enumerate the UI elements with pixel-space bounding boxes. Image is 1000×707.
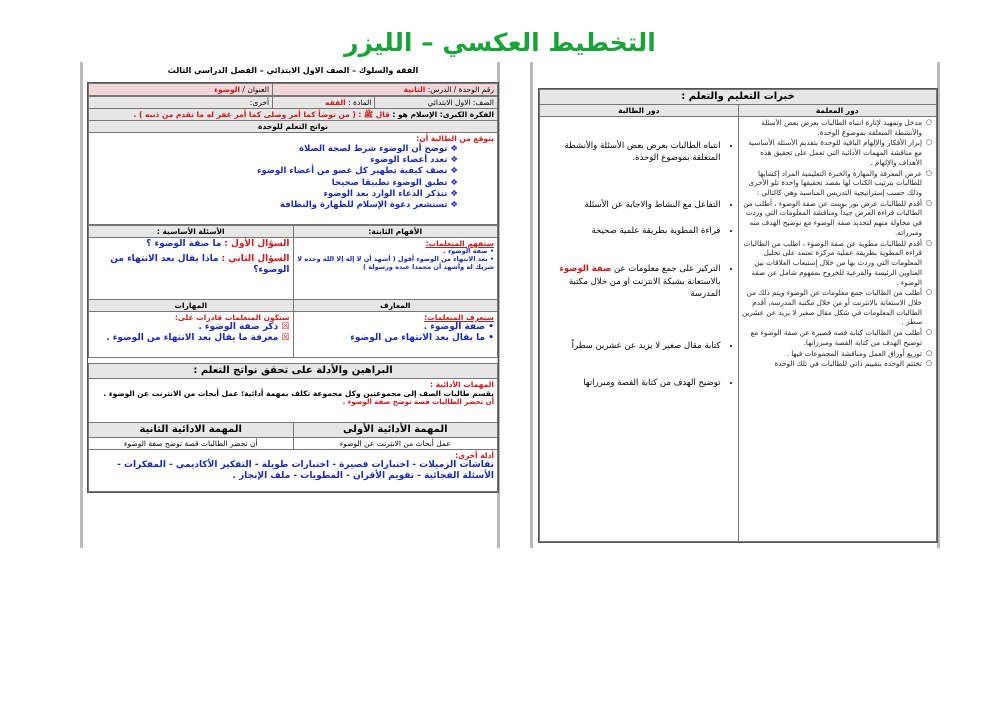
page-title: التخطيط العكسي – الليزر — [344, 28, 656, 57]
other-label: أخرى: — [249, 98, 270, 107]
plan-heading: الفقه والسلوك – الصف الاول الابتدائي – الفصل الدراسي الثالث — [167, 66, 419, 75]
teacher-role-list — [742, 118, 934, 369]
understand-item: • بعد الانتهاء من الوضوء أقول ( أشهد أن لا إله إلا الله وحده لا شريك له وأشهد أن محمدا عبده ورسوله ) — [297, 254, 494, 271]
outcome-item: ❖ تستشعر دعوة الإسلام للطهارة والنظافة — [92, 200, 458, 210]
subject-label: المادة : — [348, 98, 372, 107]
understand-intro: ستفهم المتعلمات: — [425, 239, 494, 248]
question-2-text: ماذا يقال بعد الانتهاء من الوضوء؟ — [110, 253, 290, 275]
teacher-item: ○ أطلب من الطالبات كتابة قصة قصيرة عن صفة الوضوء مع توضيح الهدف من كتابة القصة ومبرراتها. — [742, 328, 923, 347]
grade-label: الصف: — [472, 98, 494, 107]
outcome-item: ❖ توضح أن الوضوء شرط لصحة الصلاة — [92, 144, 458, 154]
tasks-label: المهمات الأدائية : — [430, 380, 494, 389]
unit-label: رقم الوحدة / الدرس: — [427, 85, 494, 94]
teacher-item: ○ إبراز الأفكار والإلهام الباقية للوحدة بتقديم الأسئلة الأساسية مع مناقشة المهمات الأدائية التي تعمل على تحقيق هذه الأهداف والإلهام . — [742, 138, 923, 167]
task-2-text: أن تحضر الطالبات قصة توضح صفة الوضوء — [89, 438, 294, 450]
teacher-role-header: دور المعلمة — [738, 105, 937, 117]
plan-table — [87, 82, 499, 493]
question-1-text: ما صفة الوضوء ؟ — [146, 239, 222, 249]
grade-value: الاول الابتدائي — [427, 98, 471, 107]
knowledge-header: المعارف — [293, 300, 498, 312]
student-item: • التفاعل مع النشاط والاجابة عن الأسئلة — [543, 199, 721, 211]
task-2-header: المهمة الادائية الثانية — [89, 423, 294, 438]
understandings-header: الأفهام الثابتة: — [293, 226, 498, 238]
outcomes-header: نواتج التعلم للوحدة — [89, 121, 498, 133]
highlight-text: صفة الوضوء — [559, 264, 612, 275]
teacher-item: ○ أطلب من الطالبات جمع معلومات عن الوضوء ويتم ذلك من خلال الاستعانة بالانترنت أو من خلال مكتبة المدرسة، أقدم الطالبات المعلومات في شكل مقال صغير لا يزيد عن عشرين سطر . — [742, 288, 923, 327]
other-evidence-label: أدلة أخرى: — [455, 451, 494, 460]
questions-header: الأسئلة الأساسية : — [89, 226, 294, 238]
understand-item: • صفة الوضوء . — [443, 247, 494, 255]
outcome-item: ❖ تصف كيفية تطهير كل عضو من أعضاء الوضوء — [92, 166, 458, 176]
experiences-header: خبرات التعليم والتعلم : — [540, 90, 937, 105]
outcome-item: ❖ تعدد أعضاء الوضوء — [92, 155, 458, 165]
task-1-text: عمل أبحاث من الانترنت عن الوضوء — [293, 438, 498, 450]
outcome-item: ❖ تتذكر الدعاء الوارد بعد الوضوء — [92, 189, 458, 199]
subject-value: الفقه — [325, 98, 346, 107]
other-evidence-text: نقاشات الزميلات - اختبارات قصيرة - اختبارات طويلة - التفكير الأكاديمي - المفكرات - الأسئلة الفجائية - تقويم الأقران - المطويات - ملف الإنجاز . — [117, 460, 494, 481]
teacher-item: ○ أقدم للطالبات عرض بور بوينت عن صفة الوضوء ، أطلب من الطالبات قراءة العرض جيداً ومناقشة المعلومات التي وردت في محاولة منهم لتحديد صفة الوضوء مع توضيح الهدف منه ومبرراته. — [742, 199, 923, 238]
student-role-header: دور الطالبة — [540, 105, 739, 117]
knowledge-intro: ستعرف المتعلمات: — [424, 313, 494, 322]
question-2-label: السؤال الثاني : — [221, 253, 290, 264]
teacher-item: ○ عرض المعرفة والمهارة والخبرة التعليمية المراد إكسابها للطالبات بترتيب الكتاب لها بقصد تحقيقها واحدة تلو الأخرى وذلك حسب إستراتيجية التدريس المناسبة وهي كالتالي : — [742, 169, 923, 198]
student-item: • انتباه الطالبات بعرض بعض الأسئلة والأنشطة المتعلقة بموضوع الوحدة. — [543, 140, 721, 165]
student-item: • قراءة المطوية بطريقة علمية صحيحة — [543, 225, 721, 237]
student-item: • كتابة مقال صغير لا يزيد عن عشرين سطراً — [543, 340, 721, 352]
question-1-label: السؤال الأول : — [224, 239, 290, 249]
left-page — [80, 62, 500, 548]
teacher-item: ○ تختتم الوحدة بتقييم ذاتي للطالبات في تلك الوحدة — [742, 359, 923, 369]
outcome-item: ❖ تطبق الوضوء تطبيقا صحيحا — [92, 178, 458, 188]
knowledge-item: • ما يقال بعد الانتهاء من الوضوء — [350, 332, 494, 343]
outcomes-list — [92, 144, 494, 210]
big-idea-label: الفكرة الكبرى: الإسلام هو : — [392, 110, 494, 119]
unit-value: الثانية — [403, 85, 426, 94]
teacher-item: ○ أقدم للطالبات مطوية عن صفة الوضوء ، اطلب من الطالبات قراءة المطوية بطريقة عملية مركزة تعتمد على تحليل المعلومات التي وردت بها من خلال إستيعاب العلاقات بين العناوين الرئيسة والفرعية للخروج بمفهوم شامل عن صفة الوضوء . — [742, 239, 923, 288]
skills-header: المهارات — [89, 300, 294, 312]
teacher-item: ○ مدخل وتمهيد لإثارة انتباه الطالبات بعرض بعض الأسئلة والأنشطة المتعلقة بموضوع الوحدة. — [742, 118, 923, 137]
experiences-table — [538, 88, 938, 543]
right-page — [530, 62, 940, 548]
big-idea-text: قال ﷺ : ( من توضأ كما أمر وصلى كما أمر غفر له ما تقدم من ذنبه ) . — [133, 110, 390, 119]
outcomes-intro: يتوقع من الطالبة أن: — [416, 134, 494, 143]
skills-intro: ستكون المتعلمات قادرات على: — [174, 313, 290, 322]
lesson-title-label: العنوان / — [242, 85, 270, 94]
skill-item: ☒ ذكر صفة الوضوء . — [198, 322, 290, 332]
tasks-text: يقسم طالبات الصف إلى مجموعتين وكل مجموعة تكلف بمهمة أدائية؛ عمل أبحاث من الانترنت عن الوضوء . — [103, 389, 494, 398]
teacher-item: ○ توزيع أوراق العمل ومناقشة المجموعات فيها . — [742, 349, 923, 359]
lesson-title-value: الوضوء — [214, 85, 241, 94]
skill-item: ☒ معرفة ما يقال بعد الانتهاء من الوضوء . — [106, 332, 290, 343]
knowledge-item: • صفة الوضوء . — [423, 322, 494, 332]
student-item: • توضيح الهدف من كتابة القصة ومبرراتها — [543, 377, 721, 389]
student-role-list — [543, 118, 735, 389]
task-1-header: المهمة الأدائية الأولى — [293, 423, 498, 438]
student-item: • التركيز على جمع معلومات عن صفة الوضوء بالاستعانة بشبكة الانترنت او من خلال مكتبة المدرسة — [543, 263, 721, 300]
evidence-header: البراهين والأدلة على تحقق نواتج التعلم : — [89, 364, 498, 379]
tasks-text-2: أن تحضر الطالبات قصة توضح صفة الوضوء . — [342, 398, 494, 406]
